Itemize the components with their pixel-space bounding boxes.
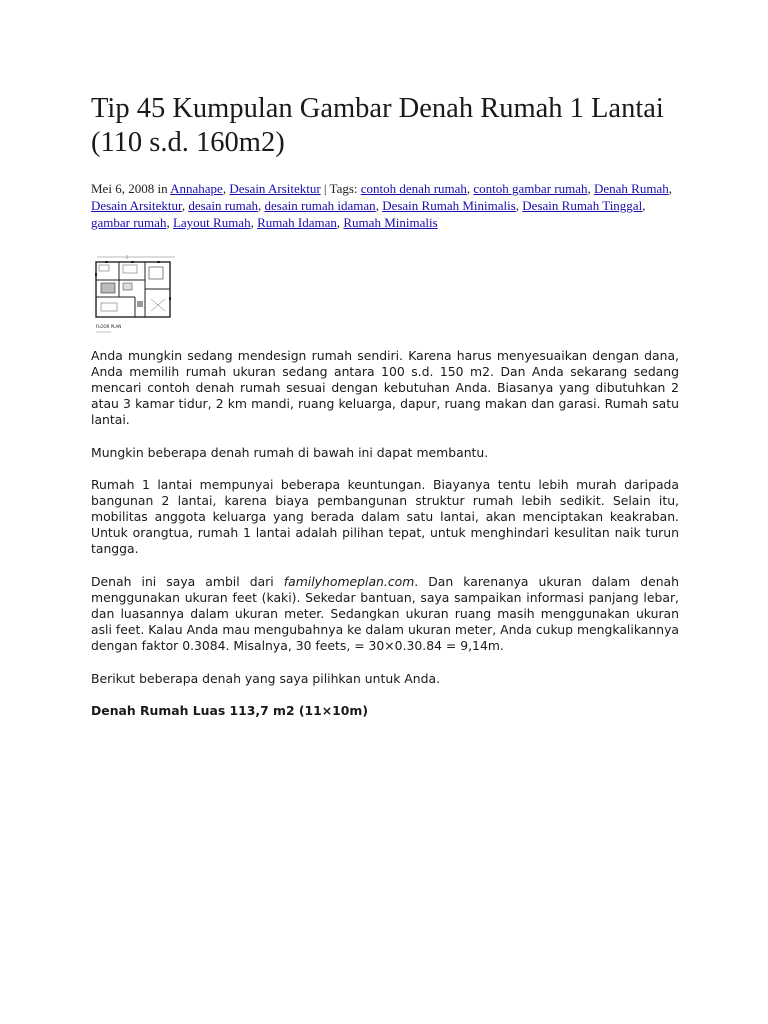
- tag-link[interactable]: Layout Rumah: [172, 215, 251, 230]
- tag-link[interactable]: Desain Rumah Minimalis: [382, 198, 516, 213]
- source-site: familyhomeplan.com: [283, 573, 415, 589]
- tag-link[interactable]: Denah Rumah: [593, 181, 669, 196]
- tag-link[interactable]: desain rumah idaman: [264, 198, 376, 213]
- tag-link[interactable]: Desain Rumah Tinggal: [522, 198, 643, 213]
- tag-link[interactable]: contoh gambar rumah: [473, 181, 588, 196]
- author-link[interactable]: Annahape: [170, 181, 223, 196]
- paragraph-4: [91, 574, 679, 654]
- post-meta: Mei 6, 2008 in Annahape, Desain Arsitektur | Tags: contoh denah rumah, contoh gambar rumah, Denah Rumah, Desain Arsitektur, desain rumah, desain rumah idaman, Desain Rumah Minimalis, Desain Rumah Tinggal, gambar rumah, Layout Rumah, Rumah Idaman, Rumah Minimalis: [91, 181, 672, 230]
- paragraph-3: Rumah 1 lantai mempunyai beberapa keuntungan. Biayanya tentu lebih murah daripada bangunan 2 lantai, karena biaya pembangunan struktur rumah lebih sedikit. Selain itu, mobilitas anggota keluarga yang berada dalam satu lantai, akan menciptakan keakraban. Untuk orangtua, rumah 1 lantai adalah pilihan tepat, untuk menghindari kesulitan naik turun tangga.: [91, 477, 679, 557]
- article-title: Tip 45 Kumpulan Gambar Denah Rumah 1 Lantai (110 s.d. 160m2): [91, 93, 664, 158]
- tags-label: | Tags:: [323, 181, 358, 196]
- tag-link[interactable]: desain rumah: [188, 198, 258, 213]
- paragraph-2: Mungkin beberapa denah rumah di bawah ini dapat membantu.: [91, 444, 489, 460]
- paragraph-4-intro: Denah ini saya ambil dari: [91, 573, 284, 589]
- category-link[interactable]: Desain Arsitektur: [229, 181, 321, 196]
- post-date: Mei 6, 2008: [91, 181, 155, 196]
- tag-link[interactable]: Desain Arsitektur: [91, 198, 182, 213]
- article: [91, 92, 679, 719]
- floor-plan-caption: FLOOR PLAN: [96, 324, 122, 329]
- tag-link[interactable]: contoh denah rumah: [360, 181, 467, 196]
- paragraph-1: Anda mungkin sedang mendesign rumah sendiri. Karena harus menyesuaikan dengan dana, Anda memilih rumah ukuran sedang antara 100 s.d. 150 m2. Dan Anda sekarang sedang mencari contoh denah rumah sesuai dengan kebutuhan Anda. Biasanya yang dibutuhkan 2 atau 3 kamar tidur, 2 km mandi, ruang keluarga, dapur, ruang makan dan garasi. Rumah satu lantai.: [91, 348, 679, 427]
- tag-link[interactable]: Rumah Idaman: [257, 215, 337, 230]
- in-label: in: [157, 181, 168, 196]
- paragraph-5: Berikut beberapa denah yang saya pilihkan untuk Anda.: [91, 670, 441, 686]
- tag-link[interactable]: Rumah Minimalis: [343, 215, 438, 230]
- paragraph-4-rest: . Dan karenanya ukuran dalam denah menggunakan ukuran feet (kaki). Sekedar bantuan, saya sampaikan informasi panjang lebar, dan luasannya dalam ukuran meter. Sedangkan ukuran ruang masih menggunakan ukuran asli feet. Kalau Anda mau mengubahnya ke dalam ukuran meter, Anda cukup mengkalikannya dengan faktor 0.3084. Misalnya, 30 feets, = 30×0.30.84 = 9,14m.: [91, 573, 680, 653]
- tag-link[interactable]: gambar rumah: [91, 215, 167, 230]
- section-subheading: Denah Rumah Luas 113,7 m2 (11×10m): [91, 703, 368, 719]
- floor-plan-thumbnail[interactable]: [91, 253, 181, 335]
